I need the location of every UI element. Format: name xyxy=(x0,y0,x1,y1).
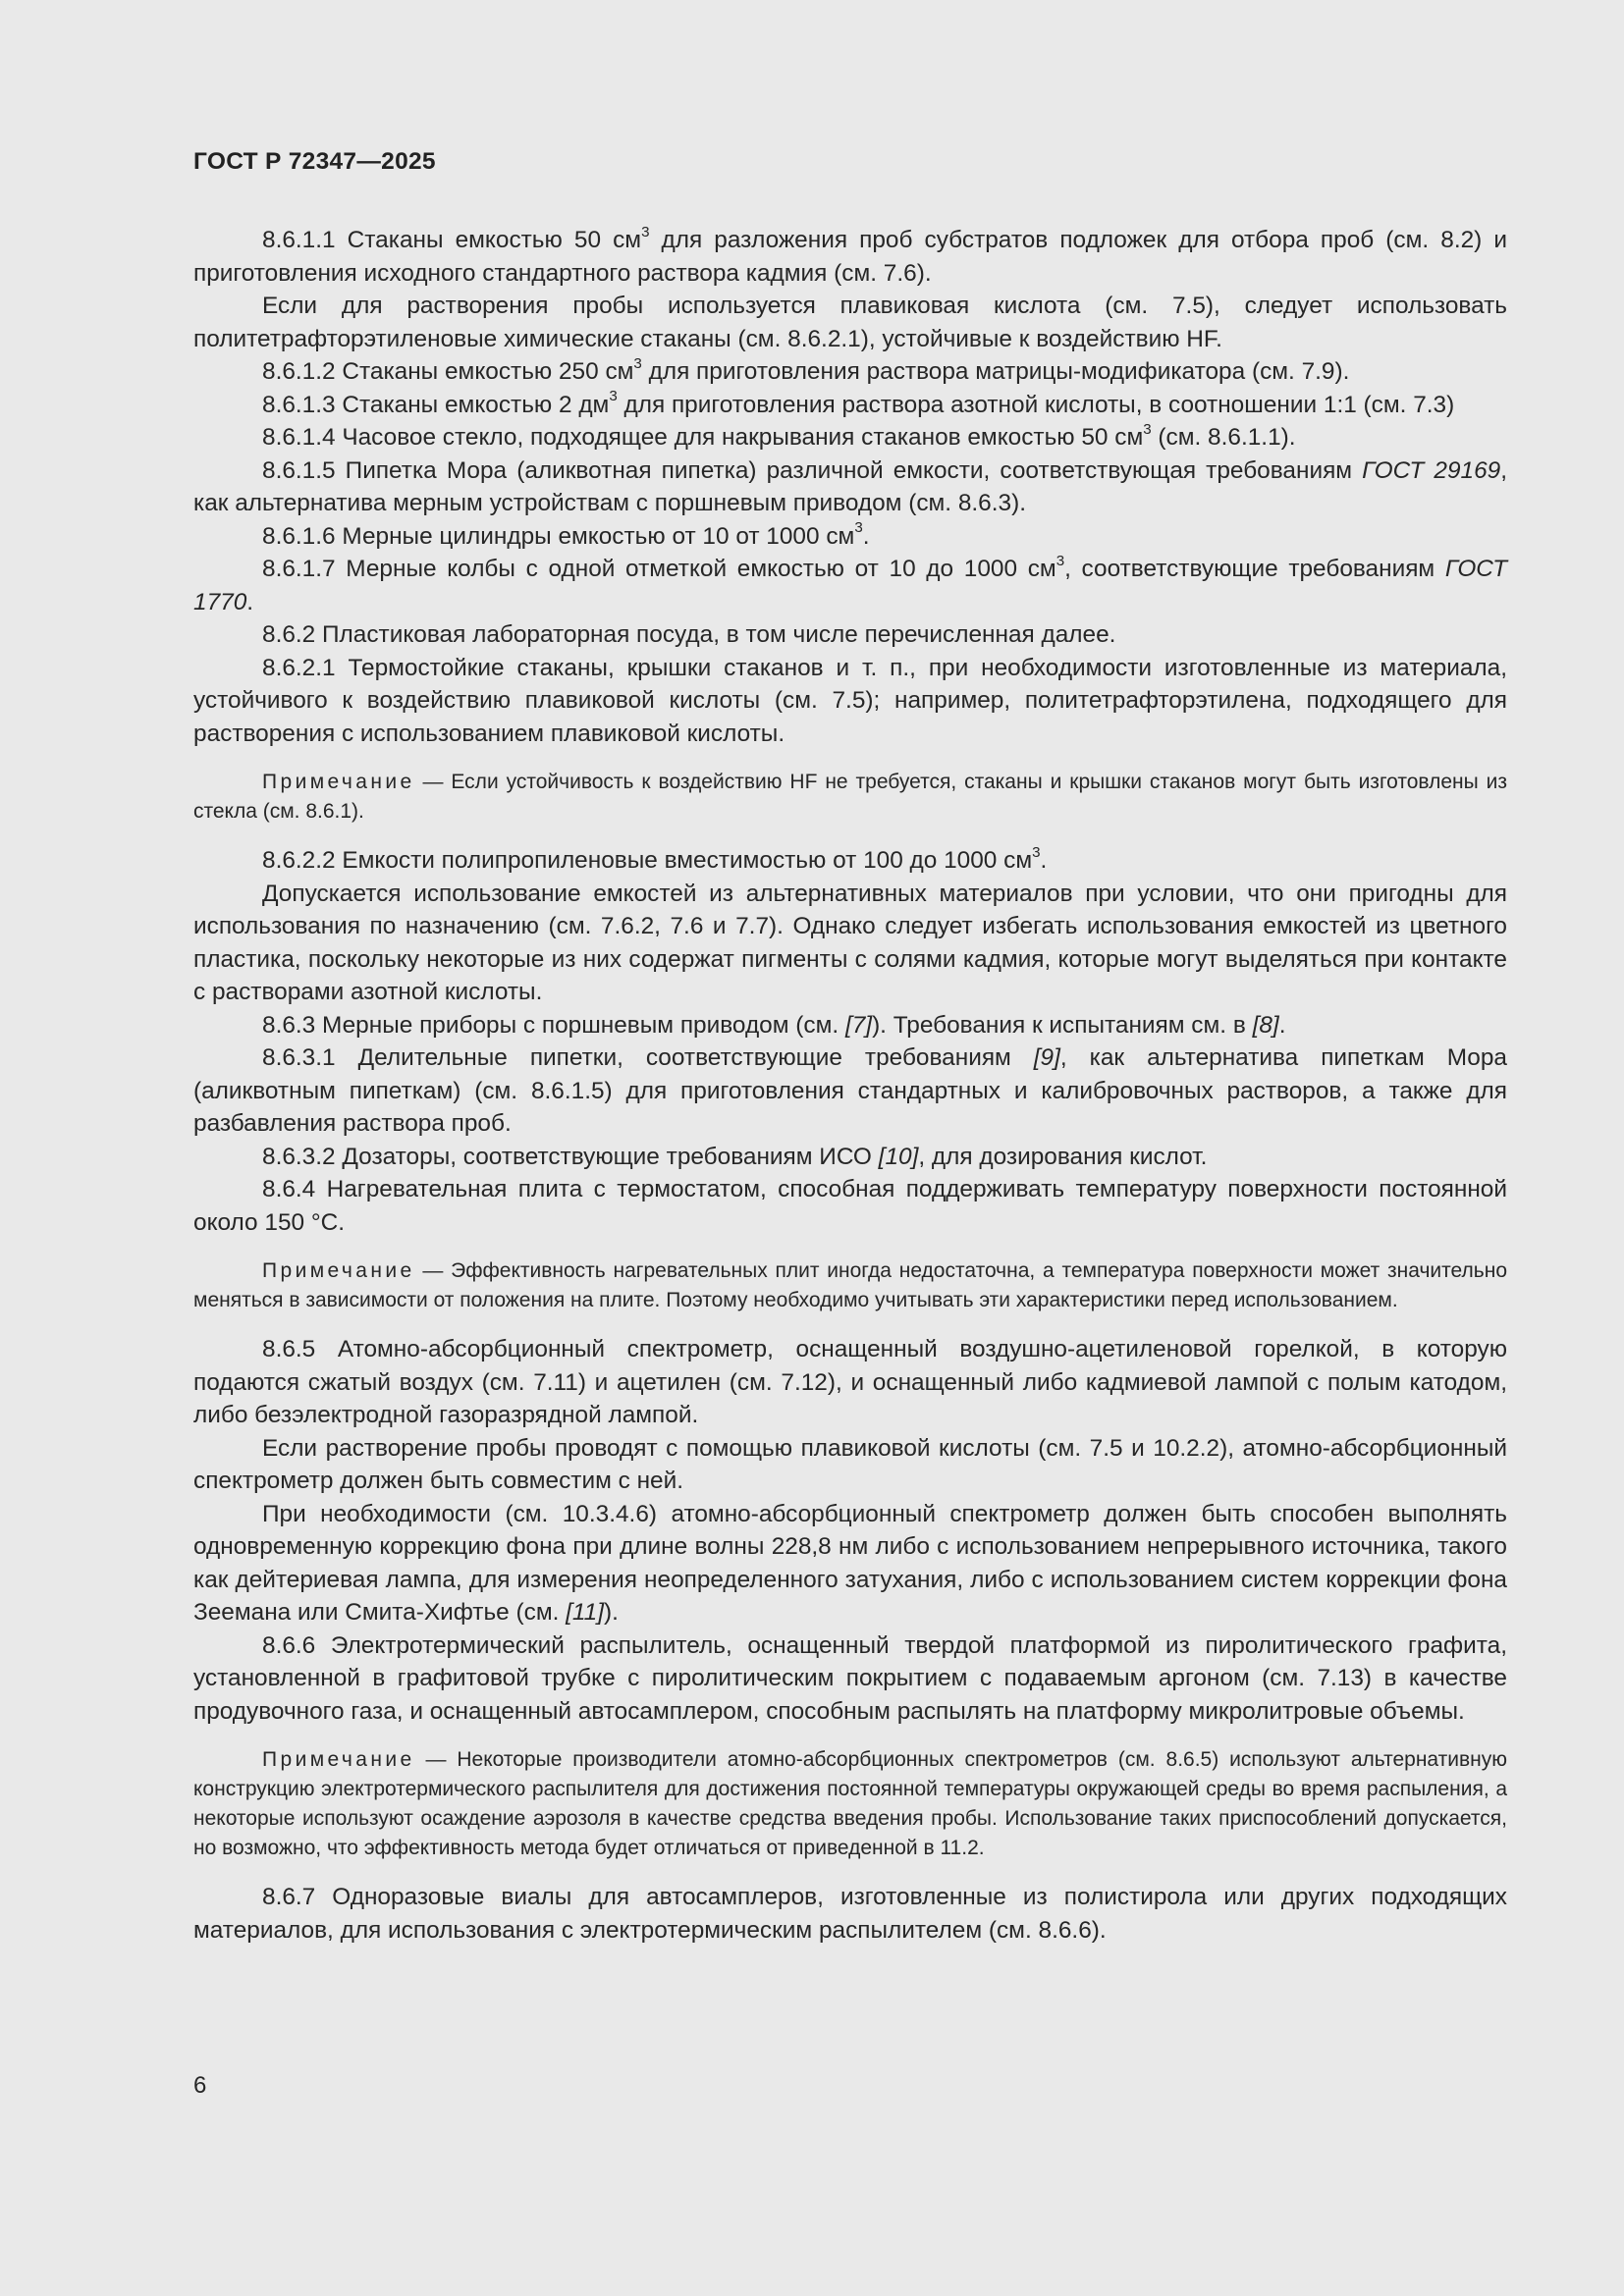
text-run: для приготовления раствора азотной кислоты, в соотношении 1:1 (см. 7.3) xyxy=(617,391,1455,418)
text-run: 8.6.1.5 Пипетка Мора (аликвотная пипетка) различной емкости, соответствующая требованиям xyxy=(262,456,1363,484)
text-run: 8.6.2.2 Емкости полипропиленовые вместимостью от 100 до 1000 см xyxy=(262,847,1033,874)
text-run: 8.6.4 Нагревательная плита с термостатом, способная поддерживать температуру поверхности постоянной около 150 °C. xyxy=(193,1176,1507,1236)
superscript: 3 xyxy=(854,519,863,537)
text-run: 8.6.2.1 Термостойкие стаканы, крышки стаканов и т. п., при необходимости изготовленные из материала, устойчивого к воздействию плавиковой кислоты (см. 7.5); например, политетрафторэтилена, подходящего для растворения с использованием плавиковой кислоты. xyxy=(193,654,1507,747)
text-run: — Эффективность нагревательных плит иногда недостаточна, а температура поверхности может значительно меняться в зависимости от положения на плите. Поэтому необходимо учитывать эти характеристики перед использованием. xyxy=(193,1259,1507,1311)
reference-text: [9] xyxy=(1033,1044,1060,1071)
body-paragraph xyxy=(193,1009,1507,1042)
text-run: . xyxy=(862,522,870,550)
body-paragraph xyxy=(193,224,1507,290)
text-run: 8.6.6 Электротермический распылитель, оснащенный твердой платформой из пиролитического графита, установленной в графитовой трубке с пиролитическим покрытием с подаваемым аргоном (см. 7.13) в качестве продувочного газа, и оснащенный автосамплером, способным распылять на платформу микролитровые объемы. xyxy=(193,1631,1507,1725)
note-paragraph xyxy=(193,768,1507,827)
body-paragraph xyxy=(193,618,1507,652)
body-paragraph xyxy=(193,454,1507,520)
text-run: , как альтернатива мерным устройствам с поршневым приводом (см. 8.6.3). xyxy=(193,456,1508,516)
text-run: 8.6.1.3 Стаканы емкостью 2 дм xyxy=(262,391,610,418)
text-run: ). xyxy=(604,1599,619,1626)
text-run: для приготовления раствора матрицы-модификатора (см. 7.9). xyxy=(641,358,1350,385)
body-paragraph xyxy=(193,1333,1507,1432)
body-paragraph xyxy=(193,1432,1507,1498)
reference-text: [11] xyxy=(566,1599,605,1626)
page-number: 6 xyxy=(193,2072,207,2099)
note-paragraph xyxy=(193,1745,1507,1863)
text-run: Примечание xyxy=(262,1748,415,1771)
text-run: 8.6.7 Одноразовые виалы для автосамплеров, изготовленные из полистирола или других подходящих материалов, для использования с электротермическим распылителем (см. 8.6.6). xyxy=(193,1884,1507,1944)
reference-text: [10] xyxy=(878,1143,919,1170)
text-run: 8.6.3.1 Делительные пипетки, соответствующие требованиям xyxy=(262,1044,1034,1071)
text-run: Если для растворения пробы используется плавиковая кислота (см. 7.5), следует использовать политетрафторэтиленовые химические стаканы (см. 8.6.2.1), устойчивые к воздействию HF. xyxy=(193,293,1507,352)
note-paragraph xyxy=(193,1256,1507,1315)
text-run: 8.6.1.6 Мерные цилиндры емкостью от 10 от 1000 см xyxy=(262,522,855,550)
superscript: 3 xyxy=(633,354,642,372)
text-run: Примечание xyxy=(262,771,415,793)
superscript: 3 xyxy=(1143,420,1152,438)
body-paragraph xyxy=(193,553,1507,618)
body-paragraph xyxy=(193,520,1507,554)
text-run: . xyxy=(246,588,254,615)
body-paragraph xyxy=(193,1141,1507,1174)
text-run: , соответствующие требованиям xyxy=(1064,556,1445,582)
text-run: . xyxy=(1278,1011,1286,1039)
document-header: ГОСТ Р 72347—2025 xyxy=(193,148,436,175)
superscript: 3 xyxy=(1056,552,1065,569)
text-run: , как альтернатива пипеткам Мора (аликвотным пипеткам) (см. 8.6.1.5) для приготовления стандартных и калибровочных растворов, а также для разбавления раствора проб. xyxy=(193,1044,1507,1137)
text-run: 8.6.1.4 Часовое стекло, подходящее для накрывания стаканов емкостью 50 см xyxy=(262,424,1144,451)
text-run: 8.6.2 Пластиковая лабораторная посуда, в том числе перечисленная далее. xyxy=(262,621,1116,648)
text-run: . xyxy=(1040,847,1048,874)
body-paragraph xyxy=(193,1881,1507,1947)
text-run: 8.6.3.2 Дозаторы, соответствующие требованиям ИСО xyxy=(262,1143,879,1170)
body-paragraph xyxy=(193,844,1507,878)
text-run: — Если устойчивость к воздействию HF не требуется, стаканы и крышки стаканов могут быть изготовлены из стекла (см. 8.6.1). xyxy=(193,771,1507,823)
text-run: Допускается использование емкостей из альтернативных материалов при условии, что они пригодны для использования по назначению (см. 7.6.2, 7.6 и 7.7). Однако следует избегать использования емкостей из цветного пластика, поскольку некоторые из них содержат пигменты с солями кадмия, которые могут выделяться при контакте с растворами азотной кислоты. xyxy=(193,880,1507,1005)
text-run: 8.6.3 Мерные приборы с поршневым приводом (см. xyxy=(262,1011,845,1039)
text-run: Примечание xyxy=(262,1259,415,1282)
text-run: Если растворение пробы проводят с помощью плавиковой кислоты (см. 7.5 и 10.2.2), атомно-абсорбционный спектрометр должен быть совместим с ней. xyxy=(193,1434,1507,1494)
superscript: 3 xyxy=(1032,843,1041,861)
text-run: (см. 8.6.1.1). xyxy=(1151,424,1296,451)
text-run: ). Требования к испытаниям см. в xyxy=(872,1011,1253,1039)
body-paragraph xyxy=(193,878,1507,1009)
body-paragraph xyxy=(193,290,1507,355)
body-paragraph xyxy=(193,1629,1507,1729)
body-paragraph xyxy=(193,421,1507,454)
reference-text: [7] xyxy=(844,1011,873,1039)
document-body xyxy=(193,224,1507,1947)
body-paragraph xyxy=(193,652,1507,751)
reference-text: [8] xyxy=(1252,1011,1279,1039)
body-paragraph xyxy=(193,1498,1507,1629)
text-run: 8.6.1.1 Стаканы емкостью 50 см xyxy=(262,227,642,253)
text-run: 8.6.1.2 Стаканы емкостью 250 см xyxy=(262,358,634,385)
reference-text: ГОСТ 29169 xyxy=(1362,456,1501,484)
body-paragraph xyxy=(193,389,1507,422)
text-run: — Некоторые производители атомно-абсорбционных спектрометров (см. 8.6.5) используют альтернативную конструкцию электротермического распылителя для достижения постоянной температуры окружающей среды во время распыления, а некоторые используют осаждение аэрозоля в качестве средства введения пробы. Использование таких приспособлений допускается, но возможно, что эффективность метода будет отличаться от приведенной в 11.2. xyxy=(193,1748,1507,1859)
reference-text: ГОСТ 1770 xyxy=(193,556,1508,615)
text-run: для разложения проб субстратов подложек для отбора проб (см. 8.2) и приготовления исходного стандартного раствора кадмия (см. 7.6). xyxy=(193,227,1507,287)
superscript: 3 xyxy=(609,388,618,405)
body-paragraph xyxy=(193,355,1507,389)
text-run: 8.6.5 Атомно-абсорбционный спектрометр, оснащенный воздушно-ацетиленовой горелкой, в которую подаются сжатый воздух (см. 7.11) и ацетилен (см. 7.12), и оснащенный либо кадмиевой лампой с полым катодом, либо безэлектродной газоразрядной лампой. xyxy=(193,1336,1507,1428)
body-paragraph xyxy=(193,1041,1507,1141)
text-run: , для дозирования кислот. xyxy=(918,1143,1208,1170)
text-run: При необходимости (см. 10.3.4.6) атомно-абсорбционный спектрометр должен быть способен выполнять одновременную коррекцию фона при длине волны 228,8 нм либо с использованием непрерывного источника, такого как дейтериевая лампа, для измерения неопределенного затухания, либо с использованием систем коррекции фона Зеемана или Смита-Хифтье (см. xyxy=(193,1500,1507,1626)
text-run: 8.6.1.7 Мерные колбы с одной отметкой емкостью от 10 до 1000 см xyxy=(262,556,1056,582)
body-paragraph xyxy=(193,1173,1507,1239)
superscript: 3 xyxy=(641,223,650,240)
